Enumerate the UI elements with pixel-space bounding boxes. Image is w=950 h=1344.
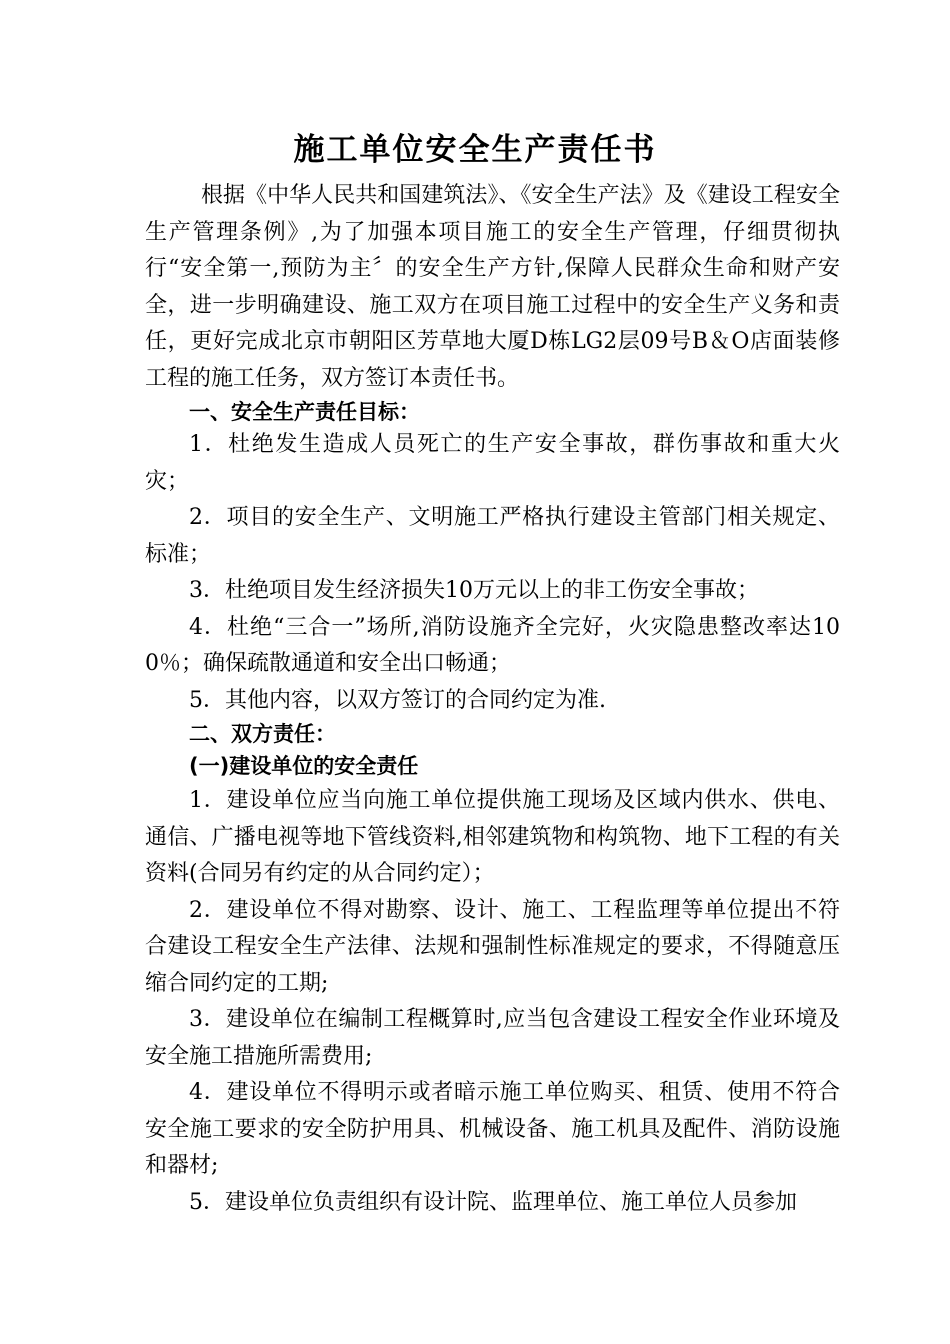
document-title: 施工单位安全生产责任书 [293, 132, 657, 168]
intro-paragraph: 根据《中华人民共和国建筑法》、《安全生产法》及《建设工程安全生产管理条例》,为了加强本项目施工的安全生产管理，仔细贯彻执行“安全第一,预防为主〞的安全生产方针,保障人民群众生命和财产安全，进一步明确建设、施工双方在项目施工过程中的安全生产义务和责任，更好完成北京市朝阳区芳草地大厦D栋LG2层09号B＆O店面装修工程的施工任务，双方签订本责任书。 [145, 183, 840, 391]
section-2-item-5: 5．建设单位负责组织有设计院、监理单位、施工单位人员参加 [189, 1189, 797, 1215]
document-body [145, 178, 840, 1221]
section-1-item-1: 1．杜绝发生造成人员死亡的生产安全事故，群伤事故和重大火灾； [145, 432, 840, 494]
section-2-item-2: 2．建设单位不得对勘察、设计、施工、工程监理等单位提出不符合建设工程安全生产法律、法规和强制性标准规定的要求，不得随意压缩合同约定的工期; [145, 897, 840, 996]
section-1-item-2: 2．项目的安全生产、文明施工严格执行建设主管部门相关规定、标准； [145, 505, 840, 567]
section-2-item-4: 4．建设单位不得明示或者暗示施工单位购买、租赁、使用不符合安全施工要求的安全防护用具、机械设备、施工机具及配件、消防设施和器材; [145, 1080, 840, 1178]
section-1-item-5: 5．其他内容，以双方签订的合同约定为准. [189, 687, 606, 713]
section-1-heading: 一、安全生产责任目标： [189, 400, 420, 424]
section-2-heading: 二、双方责任： [189, 722, 336, 746]
section-2-subheading: (一)建设单位的安全责任 [189, 754, 419, 778]
section-2-item-1: 1．建设单位应当向施工单位提供施工现场及区域内供水、供电、通信、广播电视等地下管线资料,相邻建筑物和构筑物、地下工程的有关资料(合同另有约定的从合同约定）； [145, 788, 840, 886]
section-1-item-3: 3．杜绝项目发生经济损失10万元以上的非工伤安全事故； [189, 578, 759, 603]
section-1-item-4: 4．杜绝“三合一”场所,消防设施齐全完好，火灾隐患整改率达100％；确保疏散通道和安全出口畅通； [145, 614, 840, 676]
section-2-item-3: 3．建设单位在编制工程概算时,应当包含建设工程安全作业环境及安全施工措施所需费用; [145, 1007, 840, 1069]
